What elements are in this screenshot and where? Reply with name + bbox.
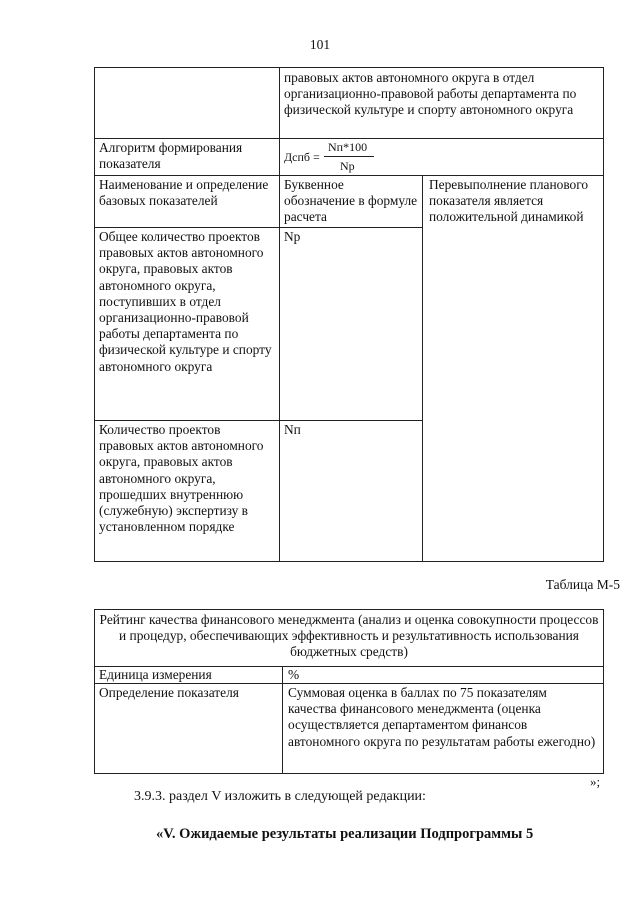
amendment-paragraph: 3.9.3. раздел V изложить в следующей редакции: (134, 789, 426, 804)
header-name: Наименование и определение базовых показателей (99, 177, 269, 209)
row-total-letter: Nр (284, 229, 301, 244)
formula (284, 139, 394, 175)
row-passed-letter: Nп (284, 422, 301, 437)
formula-lhs: Дспб = (284, 150, 320, 164)
continued-description: правовых актов автономного округа в отдел организационно-правовой работы департамента по физической культуре и спорту автономного округа (284, 70, 577, 118)
unit-label: Единица измерения (99, 667, 212, 682)
row-passed-name: Количество проектов правовых актов автономного округа, правовых актов автономного округа, прошедших внутреннюю (служебную) экспертизу в установленном порядке (99, 422, 264, 535)
formula-denominator: Nр (340, 159, 355, 173)
algorithm-label: Алгоритм формирования показателя (99, 140, 243, 172)
page-number: 101 (309, 37, 331, 52)
formula-numerator: Nп*100 (328, 140, 368, 154)
definition-value: Суммовая оценка в баллах по 75 показателям качества финансового менеджмента (оценка осуществляется департаментом финансов автономного округа по результатам работы ежегодно) (288, 685, 596, 749)
rating-title: Рейтинг качества финансового менеджмента (анализ и оценка совокупности процессов и процедур, обеспечивающих эффективность и результативность использования бюджетных средств) (99, 612, 599, 660)
header-letter: Буквенное обозначение в формуле расчета (284, 177, 418, 225)
header-note: Перевыполнение планового показателя является положительной динамикой (429, 177, 589, 225)
table-caption: Таблица М-5 (545, 577, 620, 592)
row-total-name: Общее количество проектов правовых актов автономного округа, правовых актов автономного округа, поступивших в отдел организационно-правовой работы департамента по физической культуре и спорту автономного округа (99, 229, 272, 374)
definition-label: Определение показателя (99, 685, 239, 700)
fraction-bar (324, 156, 374, 157)
closing-quote: »; (590, 774, 601, 789)
section-heading: «V. Ожидаемые результаты реализации Подпрограммы 5 (156, 826, 534, 842)
unit-value: % (288, 667, 300, 682)
